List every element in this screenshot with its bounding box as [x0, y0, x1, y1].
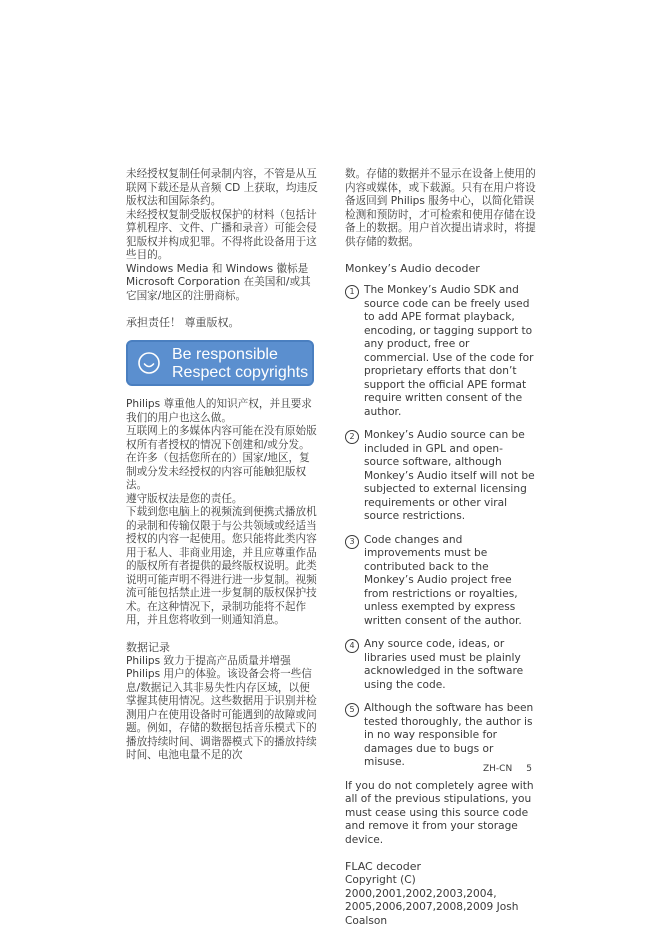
- left-column: [126, 168, 320, 763]
- number-circle-icon: 2: [345, 430, 359, 444]
- number-circle-icon: 3: [345, 535, 359, 549]
- internet-content-paragraph: 互联网上的多媒体内容可能在没有原始版权所有者授权的情况下创建和/或分发。: [126, 425, 317, 451]
- monkey-audio-heading: Monkey’s Audio decoder: [345, 262, 480, 275]
- page-number: 5: [526, 764, 532, 774]
- responsible-heading: 承担责任！ 尊重版权。: [126, 316, 240, 329]
- philips-ip-paragraph: Philips 尊重他人的知识产权，并且要求我们的用户也这么做。: [126, 398, 312, 424]
- banner-line-2: Respect copyrights: [172, 364, 309, 381]
- video-streaming-paragraph: 下载到您电脑上的视频流到便携式播放机的录制和传输仅限于与公共领域或经适当授权的内容一起使用。您只能将此类内容用于私人、非商业用途，并且应尊重作品的版权所有者提供的最终版权说明。此类说明可能声明不得进行进一步复制。视频流可能包括禁止进一步复制的版权保护技术。在这种情况下，录制功能将不起作用，并且您将收到一则通知消息。: [126, 506, 317, 626]
- copyright-paragraph-1: 未经授权复制任何录制内容，不管是从互联网下载还是从音频 CD 上获取，均违反版权法和国际条约。: [126, 168, 318, 207]
- flac-heading: FLAC decoder: [345, 860, 422, 873]
- smile-icon: [138, 352, 160, 374]
- right-column: [345, 168, 537, 928]
- trademark-paragraph: Windows Media 和 Windows 徽标是 Microsoft Corporation 在美国和/或其它国家/地区的注册商标。: [126, 262, 311, 302]
- data-logging-paragraph: Philips 致力于提高产品质量并增强 Philips 用户的体验。该设备会将一些信息/数据记入其非易失性内存区域，以便掌握其使用情况。这些数据用于识别并检测用户在使用设备时可能遇到的故障或问题。例如，存储的数据包括音乐模式下的播放持续时间、调谐器模式下的播放持续时间、电池电量不足的次: [126, 654, 317, 761]
- list-item: [345, 284, 537, 419]
- stipulations-paragraph: If you do not completely agree with all of the previous stipulations, you must cease using this source code and remove it from your storage device.: [345, 779, 534, 846]
- list-item: [345, 638, 537, 692]
- banner-line-1: Be responsible: [172, 346, 278, 363]
- number-circle-icon: 4: [345, 639, 359, 653]
- respect-copyrights-banner: [126, 340, 314, 386]
- list-item: [345, 702, 537, 770]
- flac-copyright: Copyright (C) 2000,2001,2002,2003,2004, 2005,2006,2007,2008,2009 Josh Coalson: [345, 874, 519, 927]
- list-item-text: The Monkey’s Audio SDK and source code can be freely used to add APE format playback, encoding, or tagging support to any product, free or commercial. Use of the code for proprietary efforts that don’t support the official APE format require written consent of the author.: [364, 284, 534, 418]
- language-code: ZH-CN: [483, 764, 513, 774]
- data-logging-continued: 数。存储的数据并不显示在设备上使用的内容或媒体，或下载源。只有在用户将设备返回到 Philips 服务中心，以简化错误检测和预防时，才可检索和使用存储在设备上的数据。用户首次提出请求时，将提供存储的数据。: [345, 168, 536, 248]
- responsibility-paragraph: 遵守版权法是您的责任。: [126, 492, 243, 505]
- list-item-text: Monkey’s Audio source can be included in GPL and open-source software, although Monkey’s Audio itself will not be subjected to external licensing requirements or other viral source restrictions.: [364, 429, 535, 522]
- number-circle-icon: 5: [345, 703, 359, 717]
- number-circle-icon: 1: [345, 285, 359, 299]
- list-item: [345, 534, 537, 629]
- list-item: [345, 429, 537, 524]
- data-logging-heading: 数据记录: [126, 640, 170, 654]
- list-item-text: Although the software has been tested thoroughly, the author is in no way responsible for damages due to bugs or misuse.: [364, 702, 534, 768]
- license-terms-list: [345, 284, 537, 770]
- copyright-law-paragraph: 在许多（包括您所在的）国家/地区，复制或分发未经授权的内容可能触犯版权法。: [126, 452, 310, 491]
- list-item-text: Any source code, ideas, or libraries used must be plainly acknowledged in the software using the code.: [364, 638, 524, 691]
- copyright-paragraph-2: 未经授权复制受版权保护的材料（包括计算机程序、文件、广播和录音）可能会侵犯版权并构成犯罪。不得将此设备用于这些目的。: [126, 208, 317, 261]
- list-item-text: Code changes and improvements must be contributed back to the Monkey’s Audio project free from restrictions or royalties, unless exempted by express written consent of the author.: [364, 533, 522, 627]
- page-footer: [483, 764, 532, 774]
